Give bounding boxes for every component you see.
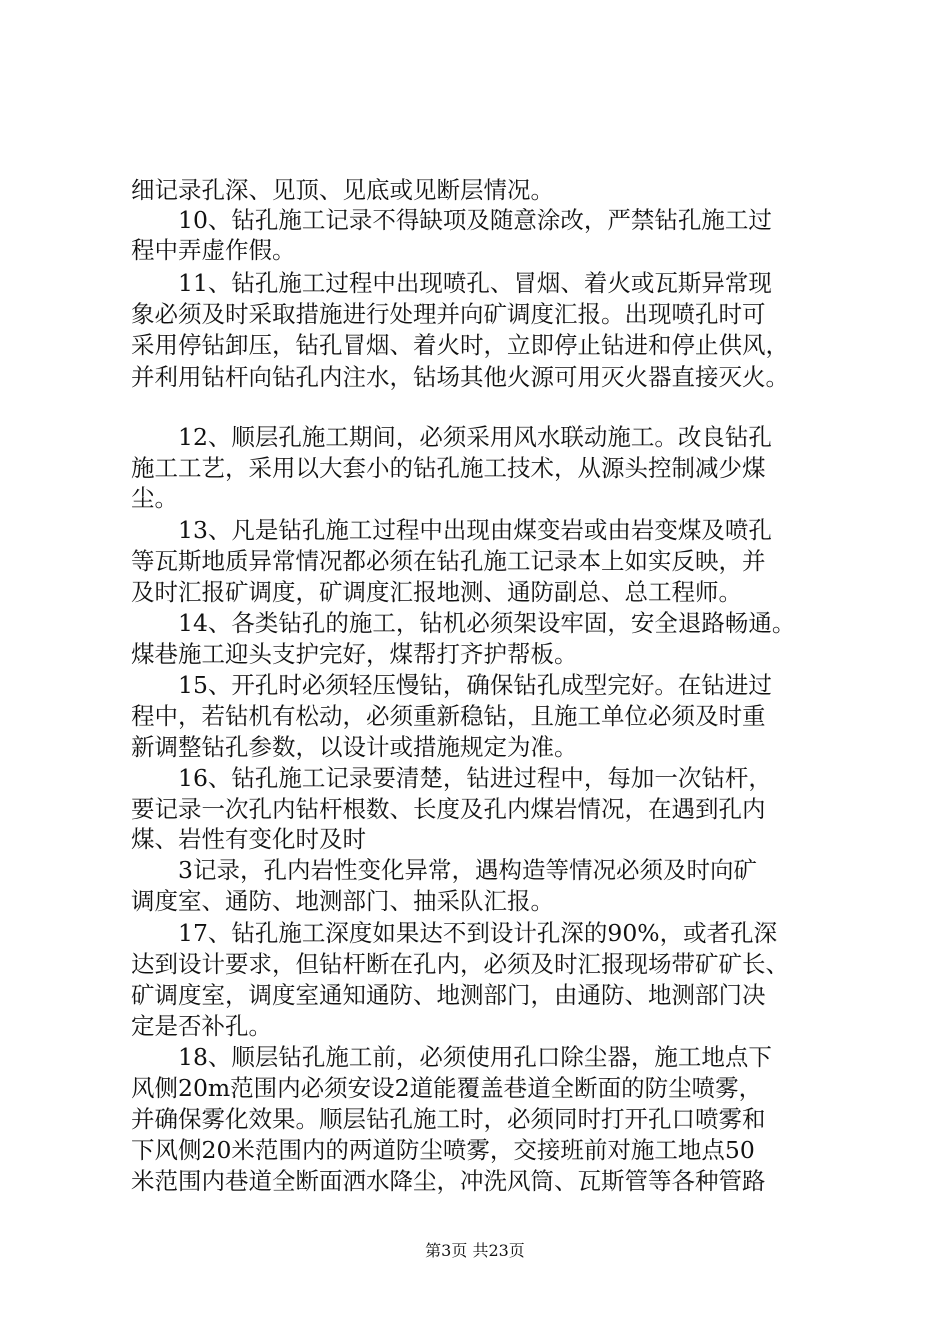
text-line: 采用停钻卸压，钻孔冒烟、着火时，立即停止钻进和停止供风， — [131, 331, 789, 359]
text-line: 煤巷施工迎头支护完好，煤帮打齐护帮板。 — [131, 640, 578, 668]
text-line: 14、各类钻孔的施工，钻机必须架设牢固，安全退路畅通。 — [178, 609, 796, 637]
text-line: 及时汇报矿调度，矿调度汇报地测、通防副总、总工程师。 — [131, 578, 742, 606]
text-line: 达到设计要求，但钻杆断在孔内，必须及时汇报现场带矿矿长、 — [131, 950, 789, 978]
text-line: 11、钻孔施工过程中出现喷孔、冒烟、着火或瓦斯异常现 — [178, 269, 772, 297]
text-line: 细记录孔深、见顶、见底或见断层情况。 — [131, 176, 554, 204]
text-line: 米范围内巷道全断面洒水降尘，冲洗风筒、瓦斯管等各种管路 — [131, 1167, 766, 1195]
text-line: 15、开孔时必须轻压慢钻，确保钻孔成型完好。在钻进过 — [178, 671, 772, 699]
page-number-footer: 第3页 共23页 — [425, 1241, 525, 1260]
text-line: 施工工艺，采用以大套小的钻孔施工技术，从源头控制减少煤 — [131, 454, 766, 482]
text-line: 18、顺层钻孔施工前，必须使用孔口除尘器，施工地点下 — [178, 1043, 772, 1071]
text-line: 程中，若钻机有松动，必须重新稳钻，且施工单位必须及时重 — [131, 702, 766, 730]
text-line: 10、钻孔施工记录不得缺项及随意涂改，严禁钻孔施工过 — [178, 206, 772, 234]
text-line: 新调整钻孔参数，以设计或措施规定为准。 — [131, 733, 578, 761]
text-line: 尘。 — [131, 484, 178, 512]
text-line: 等瓦斯地质异常情况都必须在钻孔施工记录本上如实反映，并 — [131, 547, 766, 575]
text-line: 风侧20m范围内必须安设2道能覆盖巷道全断面的防尘喷雾， — [131, 1074, 763, 1102]
text-line: 要记录一次孔内钻杆根数、长度及孔内煤岩情况，在遇到孔内 — [131, 795, 766, 823]
text-line: 并利用钻杆向钻孔内注水，钻场其他火源可用灭火器直接灭火。 — [131, 363, 789, 391]
text-line: 程中弄虚作假。 — [131, 236, 296, 264]
text-line: 煤、岩性有变化时及时 — [131, 825, 366, 853]
text-line: 象必须及时采取措施进行处理并向矿调度汇报。出现喷孔时可 — [131, 300, 766, 328]
text-line: 调度室、通防、地测部门、抽采队汇报。 — [131, 887, 554, 915]
text-line: 下风侧20米范围内的两道防尘喷雾，交接班前对施工地点50 — [131, 1136, 755, 1164]
text-line: 矿调度室，调度室通知通防、地测部门，由通防、地测部门决 — [131, 981, 766, 1009]
text-line: 定是否补孔。 — [131, 1012, 272, 1040]
text-line: 并确保雾化效果。顺层钻孔施工时，必须同时打开孔口喷雾和 — [131, 1105, 766, 1133]
text-line: 12、顺层孔施工期间，必须采用风水联动施工。改良钻孔 — [178, 423, 772, 451]
text-line: 3记录，孔内岩性变化异常，遇构造等情况必须及时向矿 — [178, 856, 757, 884]
text-line: 17、钻孔施工深度如果达不到设计孔深的90%，或者孔深 — [178, 919, 778, 947]
text-line: 13、凡是钻孔施工过程中出现由煤变岩或由岩变煤及喷孔 — [178, 516, 772, 544]
text-line: 16、钻孔施工记录要清楚，钻进过程中，每加一次钻杆， — [178, 764, 772, 792]
